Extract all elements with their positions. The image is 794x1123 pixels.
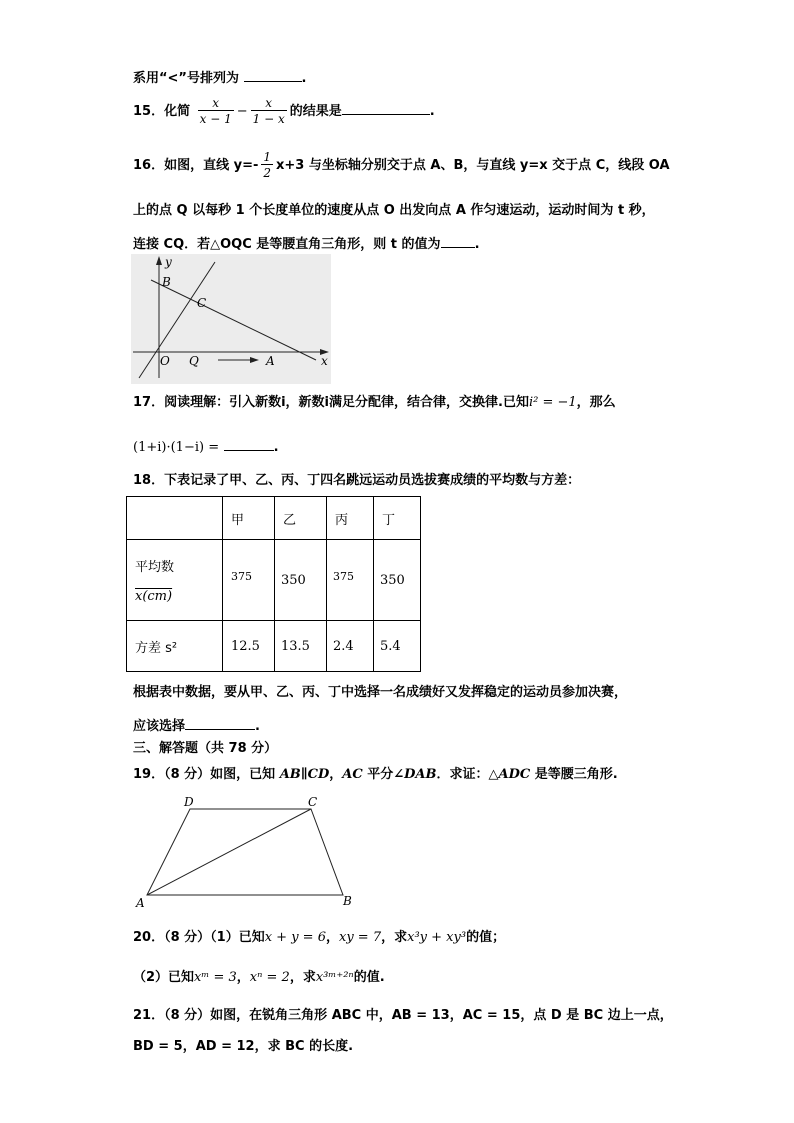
header-ding: 丁 bbox=[374, 497, 421, 540]
q20-number: 20． bbox=[133, 930, 165, 945]
q19-text-b: ， bbox=[329, 767, 343, 782]
q20-line-2 bbox=[133, 970, 385, 986]
q16-text-a: 如图，直线 y=- bbox=[164, 157, 259, 173]
q19-text-d: ．求证： bbox=[436, 767, 489, 782]
q19-math-d: △ADC bbox=[488, 767, 531, 782]
label-a: A bbox=[266, 354, 275, 368]
q17-formula-2: (1+i)·(1−i) = bbox=[133, 440, 220, 455]
q16-text-b: x+3 与坐标轴分别交于点 A、B，与直线 y=x 交于点 C，线段 OA bbox=[276, 157, 670, 173]
q21-number: 21． bbox=[133, 1008, 165, 1023]
variance-yi: 13.5 bbox=[275, 621, 327, 672]
header-bing: 丙 bbox=[327, 497, 374, 540]
q16-number: 16． bbox=[133, 157, 165, 173]
q15-number: 15． bbox=[133, 103, 165, 119]
q18-after-text: 根据表中数据，要从甲、乙、丙、丁中选择一名成绩好又发挥稳定的运动员参加决赛， bbox=[133, 685, 628, 700]
q15-frac2-denominator: 1 − x bbox=[252, 112, 285, 127]
label-q: Q bbox=[189, 354, 199, 368]
q15-minus: − bbox=[236, 103, 248, 119]
q20-part2-math2: xⁿ = 2 bbox=[249, 970, 290, 985]
q20-line-1 bbox=[133, 930, 505, 946]
q20-part2-sep: ， bbox=[236, 970, 250, 985]
q15-fraction-1 bbox=[198, 96, 234, 127]
q19-math-b: AC bbox=[342, 767, 363, 782]
diagonal-ac bbox=[147, 809, 311, 895]
q17-line-2 bbox=[133, 437, 279, 456]
table-corner-cell bbox=[127, 497, 223, 540]
q21-line-2 bbox=[133, 1039, 353, 1055]
q15-suffix: 的结果是 bbox=[289, 103, 342, 119]
section-3-title bbox=[133, 741, 277, 757]
q20-part1-math3: x³y + xy³ bbox=[407, 930, 467, 945]
q20-part2-math3: x³ᵐ⁺²ⁿ bbox=[315, 970, 354, 985]
q14-end: . bbox=[301, 71, 307, 86]
q16-end: . bbox=[474, 237, 480, 252]
q21-line-1 bbox=[133, 1008, 673, 1024]
q21-text-2: BD = 5，AD = 12，求 BC 的长度. bbox=[133, 1039, 354, 1054]
q14-answer-blank[interactable] bbox=[244, 68, 302, 82]
label-b2: B bbox=[343, 894, 352, 908]
q18-line-after bbox=[133, 685, 627, 701]
q16-text-line3: 连接 CQ．若△OQC 是等腰直角三角形，则 t 的值为 bbox=[133, 237, 441, 252]
q20-part2-math1: xᵐ = 3 bbox=[194, 970, 237, 985]
q15-fraction-2 bbox=[251, 96, 287, 127]
header-yi: 乙 bbox=[275, 497, 327, 540]
q15-line bbox=[133, 96, 435, 127]
q19-math-a: AB∥CD bbox=[279, 767, 330, 782]
variance-label: 方差 s² bbox=[127, 621, 223, 672]
label-d: D bbox=[184, 795, 194, 809]
mean-ding: 350 bbox=[374, 540, 421, 621]
q19-text-a: （8 分）如图，已知 bbox=[164, 767, 280, 782]
q18-end: . bbox=[255, 719, 260, 734]
q20-part1-sep: ， bbox=[325, 930, 339, 945]
q17-text: 阅读理解：引入新数i，新数i满足分配律，结合律，交换律.已知 bbox=[164, 395, 529, 410]
variance-ding: 5.4 bbox=[374, 621, 421, 672]
q17-line-1 bbox=[133, 395, 616, 411]
q16-figure bbox=[131, 254, 331, 384]
q21-text-1: （8 分）如图，在锐角三角形 ABC 中，AB = 13，AC = 15，点 D 是 BC 边上一点， bbox=[164, 1008, 673, 1023]
q15-frac1-denominator: x − 1 bbox=[199, 112, 232, 127]
q17-end: . bbox=[273, 440, 279, 455]
q20-part2-c: 的值. bbox=[353, 970, 385, 985]
q18-answer-blank[interactable] bbox=[185, 716, 255, 730]
mean-label: 平均数 bbox=[135, 560, 175, 575]
q18-line-1 bbox=[133, 473, 580, 489]
q20-part1-a: （8 分）（1）已知 bbox=[164, 930, 265, 945]
label-c: C bbox=[197, 296, 207, 310]
mean-yi: 350 bbox=[275, 540, 327, 621]
q16-line-3 bbox=[133, 234, 480, 253]
q20-part1-b: ，求 bbox=[381, 930, 408, 945]
q16-line-2 bbox=[133, 203, 655, 219]
label-c2: C bbox=[308, 795, 318, 809]
q19-line bbox=[133, 767, 618, 783]
q19-math-c: ∠DAB bbox=[393, 767, 437, 782]
q17-formula: i² = −1 bbox=[528, 395, 577, 410]
q15-answer-blank[interactable] bbox=[342, 101, 430, 115]
q16-text-line2: 上的点 Q 以每秒 1 个长度单位的速度从点 O 出发向点 A 作匀速运动，运动时间为 t 秒， bbox=[133, 203, 655, 218]
stats-table bbox=[126, 496, 421, 672]
q19-number: 19． bbox=[133, 767, 165, 782]
mean-jia: 375 bbox=[223, 540, 275, 621]
mean-bing: 375 bbox=[327, 540, 374, 621]
table-row-mean bbox=[127, 540, 421, 621]
trapezoid-abcd bbox=[147, 809, 343, 895]
label-x: x bbox=[321, 354, 328, 368]
label-y: y bbox=[165, 255, 172, 269]
mean-label-cell bbox=[127, 540, 223, 621]
q15-frac2-numerator: x bbox=[265, 96, 273, 110]
table-row-variance bbox=[127, 621, 421, 672]
q14-text: 系用“<”号排列为 bbox=[133, 71, 239, 86]
q18-number: 18． bbox=[133, 473, 165, 488]
q18-after-text-2: 应该选择 bbox=[133, 719, 186, 734]
q20-part1-math1: x + y = 6 bbox=[264, 930, 326, 945]
q14-line bbox=[133, 68, 306, 87]
q16-frac-numerator: 1 bbox=[263, 150, 272, 164]
q18-line-after-2 bbox=[133, 716, 260, 735]
q15-end: . bbox=[429, 103, 435, 119]
q19-text-e: 是等腰三角形. bbox=[530, 767, 618, 782]
variance-jia: 12.5 bbox=[223, 621, 275, 672]
q16-frac-denominator: 2 bbox=[263, 166, 272, 181]
q20-part1-c: 的值； bbox=[466, 930, 506, 945]
header-jia: 甲 bbox=[223, 497, 275, 540]
q20-part1-math2: xy = 7 bbox=[339, 930, 382, 945]
label-o: O bbox=[160, 354, 170, 368]
q19-figure bbox=[133, 795, 363, 910]
q18-intro: 下表记录了甲、乙、丙、丁四名跳远运动员选拔赛成绩的平均数与方差： bbox=[164, 473, 581, 488]
q16-line-1 bbox=[133, 150, 670, 181]
mean-unit-label: x(cm) bbox=[135, 589, 173, 604]
q16-fraction bbox=[261, 150, 273, 181]
q17-answer-blank[interactable] bbox=[224, 437, 274, 451]
q19-text-c: 平分 bbox=[362, 767, 394, 782]
label-b: B bbox=[162, 275, 171, 289]
section-3-title-text: 三、解答题（共 78 分） bbox=[133, 741, 278, 756]
q15-frac1-numerator: x bbox=[212, 96, 220, 110]
q17-number: 17． bbox=[133, 395, 165, 410]
table-header-row bbox=[127, 497, 421, 540]
variance-bing: 2.4 bbox=[327, 621, 374, 672]
q16-answer-blank[interactable] bbox=[441, 234, 475, 248]
q15-prefix: 化简 bbox=[164, 103, 191, 119]
q20-part2-a: （2）已知 bbox=[133, 970, 195, 985]
q20-part2-b: ，求 bbox=[289, 970, 316, 985]
label-a2: A bbox=[136, 896, 145, 910]
q17-text-end: ，那么 bbox=[576, 395, 616, 410]
